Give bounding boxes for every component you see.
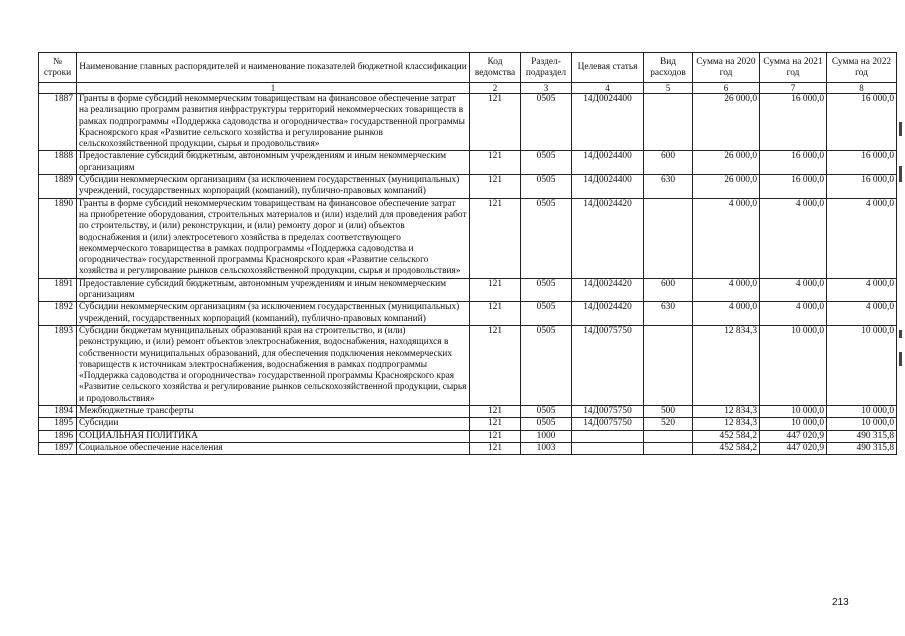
row-name: Гранты в форме субсидий некоммерческим товариществам на финансовое обеспечение затрат на приобретение оборудования, строительных материалов и (или) изделий для проведения работ по строительству, и (или) реконструкции, и (или) ремонту дорог и (или) объектов водоснабжения и (или) электросетевого хозяйства в пределах соответствующего некоммерческого товарищества в рамках подпрограммы «Поддержка садоводства и огородничества» государственной программы Красноярского края «Развитие сельского хозяйства и регулирование рынков сельскохозяйственной продукции, сырья и продовольствия» bbox=[77, 198, 470, 278]
row-name: Гранты в форме субсидий некоммерческим товариществам на финансовое обеспечение затрат на реализацию программ развития инфраструктуры территорий некоммерческих товариществ в рамках подпрограммы «Поддержка садоводства и огородничества» государственной программы Красноярского края «Развитие сельского хозяйства и регулирование рынков сельскохозяйственной продукции, сырья и продовольствия» bbox=[77, 94, 470, 151]
row-section: 0505 bbox=[521, 406, 572, 418]
row-name: СОЦИАЛЬНАЯ ПОЛИТИКА bbox=[77, 430, 470, 442]
table-row bbox=[39, 302, 897, 326]
row-sum-2022: 10 000,0 bbox=[827, 406, 897, 418]
row-number: 1896 bbox=[39, 430, 77, 442]
table-row bbox=[39, 151, 897, 175]
row-section: 1003 bbox=[521, 442, 572, 454]
table-row bbox=[39, 94, 897, 151]
row-number: 1895 bbox=[39, 418, 77, 430]
row-name: Предоставление субсидий бюджетным, автономным учреждениям и иным некоммерческим организациям bbox=[77, 151, 470, 175]
row-article: 14Д0075750 bbox=[572, 418, 644, 430]
table-row bbox=[39, 198, 897, 278]
table-row bbox=[39, 418, 897, 430]
row-sum-2020: 12 834,3 bbox=[693, 406, 760, 418]
header-sum-2021: Сумма на 2021 год bbox=[760, 53, 827, 83]
row-code: 121 bbox=[470, 175, 521, 199]
row-code: 121 bbox=[470, 278, 521, 302]
row-code: 121 bbox=[470, 198, 521, 278]
row-sum-2021: 447 020,9 bbox=[760, 430, 827, 442]
row-sum-2020: 452 584,2 bbox=[693, 430, 760, 442]
row-number: 1893 bbox=[39, 325, 77, 405]
index-cell: 3 bbox=[521, 83, 572, 94]
row-sum-2021: 447 020,9 bbox=[760, 442, 827, 454]
row-vid: 630 bbox=[644, 175, 693, 199]
row-number: 1891 bbox=[39, 278, 77, 302]
row-section: 0505 bbox=[521, 325, 572, 405]
row-vid: 630 bbox=[644, 302, 693, 326]
row-number: 1887 bbox=[39, 94, 77, 151]
row-code: 121 bbox=[470, 430, 521, 442]
index-cell: 1 bbox=[77, 83, 470, 94]
row-vid bbox=[644, 198, 693, 278]
page-number: 213 bbox=[832, 597, 849, 608]
row-vid: 500 bbox=[644, 406, 693, 418]
header-code: Код ведомства bbox=[470, 53, 521, 83]
index-cell: 5 bbox=[644, 83, 693, 94]
row-section: 0505 bbox=[521, 151, 572, 175]
row-sum-2022: 10 000,0 bbox=[827, 325, 897, 405]
table-row bbox=[39, 175, 897, 199]
header-sum-2022: Сумма на 2022 год bbox=[827, 53, 897, 83]
table-row bbox=[39, 325, 897, 405]
scan-edge-mark bbox=[899, 330, 902, 338]
row-article: 14Д0024420 bbox=[572, 302, 644, 326]
row-vid bbox=[644, 430, 693, 442]
index-cell: 6 bbox=[693, 83, 760, 94]
table-body bbox=[39, 94, 897, 455]
row-number: 1890 bbox=[39, 198, 77, 278]
row-article: 14Д0075750 bbox=[572, 406, 644, 418]
row-article: 14Д0024400 bbox=[572, 175, 644, 199]
index-cell: 8 bbox=[827, 83, 897, 94]
table-row bbox=[39, 442, 897, 454]
row-vid: 600 bbox=[644, 278, 693, 302]
row-section: 0505 bbox=[521, 198, 572, 278]
header-sum-2020: Сумма на 2020 год bbox=[693, 53, 760, 83]
row-sum-2021: 10 000,0 bbox=[760, 418, 827, 430]
row-code: 121 bbox=[470, 94, 521, 151]
row-sum-2021: 10 000,0 bbox=[760, 325, 827, 405]
table-row bbox=[39, 430, 897, 442]
row-sum-2021: 10 000,0 bbox=[760, 406, 827, 418]
row-code: 121 bbox=[470, 418, 521, 430]
header-section: Раздел-подраздел bbox=[521, 53, 572, 83]
row-section: 0505 bbox=[521, 175, 572, 199]
row-sum-2021: 16 000,0 bbox=[760, 94, 827, 151]
row-name: Субсидии некоммерческим организациям (за исключением государственных (муниципальных) учреждений, государственных корпораций (компаний), публично-правовых компаний) bbox=[77, 302, 470, 326]
index-cell: 4 bbox=[572, 83, 644, 94]
row-code: 121 bbox=[470, 325, 521, 405]
row-sum-2020: 452 584,2 bbox=[693, 442, 760, 454]
row-sum-2022: 4 000,0 bbox=[827, 278, 897, 302]
row-sum-2020: 4 000,0 bbox=[693, 278, 760, 302]
row-vid bbox=[644, 325, 693, 405]
row-vid: 520 bbox=[644, 418, 693, 430]
row-number: 1897 bbox=[39, 442, 77, 454]
header-name: Наименование главных распорядителей и наименование показателей бюджетной классификации bbox=[77, 53, 470, 83]
row-sum-2022: 4 000,0 bbox=[827, 302, 897, 326]
index-cell bbox=[39, 83, 77, 94]
row-section: 0505 bbox=[521, 278, 572, 302]
row-section: 1000 bbox=[521, 430, 572, 442]
header-article: Целевая статья bbox=[572, 53, 644, 83]
row-name: Субсидии бюджетам муниципальных образований края на строительство, и (или) реконструкцию, и (или) ремонт объектов электроснабжения, водоснабжения, находящихся в собственности муниципальных образований, для обеспечения подключения некоммерческих товариществ к источникам электроснабжения, водоснабжения в рамках подпрограммы «Поддержка садоводства и огородничества» государственной программы Красноярского края «Развитие сельского хозяйства и регулирование рынков сельскохозяйственной продукции, сырья и продовольствия» bbox=[77, 325, 470, 405]
scan-edge-mark bbox=[899, 166, 902, 182]
row-sum-2020: 4 000,0 bbox=[693, 302, 760, 326]
row-sum-2022: 490 315,8 bbox=[827, 442, 897, 454]
row-code: 121 bbox=[470, 151, 521, 175]
row-number: 1888 bbox=[39, 151, 77, 175]
row-sum-2022: 16 000,0 bbox=[827, 151, 897, 175]
row-name: Субсидии некоммерческим организациям (за исключением государственных (муниципальных) учреждений, государственных корпораций (компаний), публично-правовых компаний) bbox=[77, 175, 470, 199]
row-sum-2021: 4 000,0 bbox=[760, 302, 827, 326]
row-article: 14Д0024400 bbox=[572, 94, 644, 151]
row-sum-2021: 4 000,0 bbox=[760, 278, 827, 302]
index-cell: 7 bbox=[760, 83, 827, 94]
row-sum-2022: 4 000,0 bbox=[827, 198, 897, 278]
row-article: 14Д0024400 bbox=[572, 151, 644, 175]
row-code: 121 bbox=[470, 442, 521, 454]
header-row bbox=[39, 53, 897, 83]
scan-edge-mark bbox=[899, 352, 902, 366]
row-sum-2020: 4 000,0 bbox=[693, 198, 760, 278]
row-sum-2021: 16 000,0 bbox=[760, 151, 827, 175]
row-code: 121 bbox=[470, 302, 521, 326]
row-name: Межбюджетные трансферты bbox=[77, 406, 470, 418]
row-sum-2022: 16 000,0 bbox=[827, 175, 897, 199]
row-sum-2020: 26 000,0 bbox=[693, 94, 760, 151]
table-row bbox=[39, 278, 897, 302]
row-sum-2020: 26 000,0 bbox=[693, 151, 760, 175]
table-row bbox=[39, 406, 897, 418]
row-name: Предоставление субсидий бюджетным, автономным учреждениям и иным некоммерческим организациям bbox=[77, 278, 470, 302]
row-article: 14Д0024420 bbox=[572, 278, 644, 302]
row-sum-2022: 10 000,0 bbox=[827, 418, 897, 430]
row-article: 14Д0024420 bbox=[572, 198, 644, 278]
column-index-row bbox=[39, 83, 897, 94]
row-sum-2020: 12 834,3 bbox=[693, 418, 760, 430]
header-no: № строки bbox=[39, 53, 77, 83]
row-number: 1889 bbox=[39, 175, 77, 199]
row-name: Социальное обеспечение населения bbox=[77, 442, 470, 454]
row-vid: 600 bbox=[644, 151, 693, 175]
budget-table bbox=[38, 52, 897, 455]
row-sum-2020: 12 834,3 bbox=[693, 325, 760, 405]
row-vid bbox=[644, 94, 693, 151]
row-section: 0505 bbox=[521, 418, 572, 430]
row-number: 1894 bbox=[39, 406, 77, 418]
row-number: 1892 bbox=[39, 302, 77, 326]
row-sum-2021: 16 000,0 bbox=[760, 175, 827, 199]
row-sum-2020: 26 000,0 bbox=[693, 175, 760, 199]
header-vid: Вид расходов bbox=[644, 53, 693, 83]
row-code: 121 bbox=[470, 406, 521, 418]
row-name: Субсидии bbox=[77, 418, 470, 430]
row-sum-2022: 16 000,0 bbox=[827, 94, 897, 151]
row-sum-2022: 490 315,8 bbox=[827, 430, 897, 442]
scan-edge-mark bbox=[899, 122, 902, 136]
index-cell: 2 bbox=[470, 83, 521, 94]
row-vid bbox=[644, 442, 693, 454]
row-article: 14Д0075750 bbox=[572, 325, 644, 405]
row-sum-2021: 4 000,0 bbox=[760, 198, 827, 278]
row-article bbox=[572, 430, 644, 442]
row-section: 0505 bbox=[521, 94, 572, 151]
row-article bbox=[572, 442, 644, 454]
row-section: 0505 bbox=[521, 302, 572, 326]
